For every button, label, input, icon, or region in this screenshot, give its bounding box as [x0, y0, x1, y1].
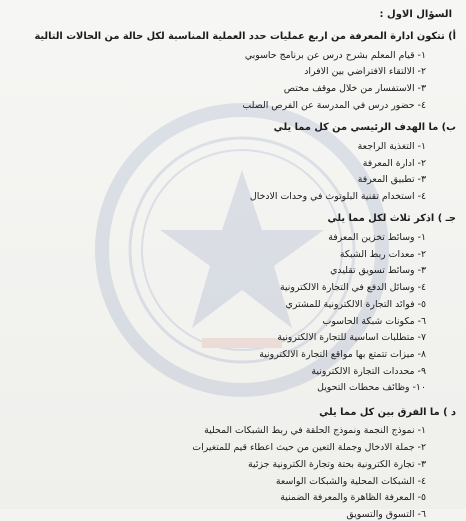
- section-a: [10, 31, 456, 112]
- list-item: ٢- الالتقاء الافتراضي بين الافراد: [304, 66, 426, 78]
- list-item: ١- نموذج النجمة ونموذج الحلقة في ربط الشبكات المحلية: [204, 425, 426, 437]
- list-item: ٥- المعرفة الظاهرة والمعرفة الضمنية: [280, 492, 426, 504]
- section-b-list: [10, 141, 456, 203]
- list-item: ٢- جملة الادخال وجملة التعين من حيث اعطاء قيم للمتغيرات: [192, 442, 426, 454]
- list-item: ٨- ميزات تتمتع بها مواقع التجارة الالكترونية: [259, 348, 426, 360]
- list-item: ١- قيام المعلم بشرح درس عن برنامج حاسوبي: [244, 49, 426, 61]
- list-item: ٤- استخدام تقنية البلوتوث في وحدات الادخال: [249, 191, 426, 202]
- list-item: ٦- التسوق والتسويق: [346, 508, 426, 520]
- section-d: [10, 407, 456, 521]
- list-item: ١- وسائط تخزين المعرفة: [328, 231, 426, 243]
- list-item: ٥- فوائد التجارة الالكترونية للمشتري: [285, 298, 426, 310]
- list-item: ١- التغذية الراجعة: [357, 140, 426, 152]
- list-item: ٢- معدات ربط الشبكة: [339, 248, 426, 260]
- section-d-list: [10, 425, 456, 521]
- section-a-list: [10, 50, 456, 112]
- list-item: ٣- تجارة الكترونية بحتة وتجارة الكترونية جزئية: [248, 458, 426, 470]
- list-item: ٢- ادارة المعرفة: [362, 157, 426, 169]
- list-item: ١٠- وظائف محطات التحويل: [317, 382, 426, 394]
- list-item: ٤- حضور درس في المدرسة عن الفرص الصلب: [242, 99, 426, 111]
- list-item: ٦- مكونات شبكة الحاسوب: [322, 315, 426, 327]
- list-item: ٧- متطلبات اساسية للتجارة الالكترونية: [277, 332, 426, 344]
- list-item: ٤- وسائل الدفع في التجارة الالكترونية: [279, 282, 426, 294]
- list-item: ٤- الشبكات المحلية والشبكات الواسعة: [275, 475, 426, 487]
- list-item: ٩- محددات التجارة الالكترونية: [311, 365, 426, 377]
- list-item: ٣- الاستفسار من خلال موقف مختص: [283, 83, 426, 95]
- section-c-list: [10, 232, 456, 395]
- section-b: [10, 122, 456, 203]
- section-c: [10, 213, 456, 394]
- list-item: ٣- وسائط تسويق تقليدي: [330, 265, 426, 277]
- page-title: السؤال الاول :: [379, 9, 452, 20]
- section-a-heading: أ) تتكون ادارة المعرفة من اربع عمليات حدد العملية المناسبة لكل حالة من الحالات التالية: [34, 31, 456, 42]
- section-d-heading: د ) ما الفرق بين كل مما يلي: [319, 406, 456, 418]
- list-item: ٣- تطبيق المعرفة: [357, 174, 426, 186]
- section-b-heading: ب) ما الهدف الرئيسي من كل مما يلي: [273, 122, 456, 134]
- section-c-heading: جـ ) اذكر ثلاث لكل مما يلي: [327, 213, 456, 225]
